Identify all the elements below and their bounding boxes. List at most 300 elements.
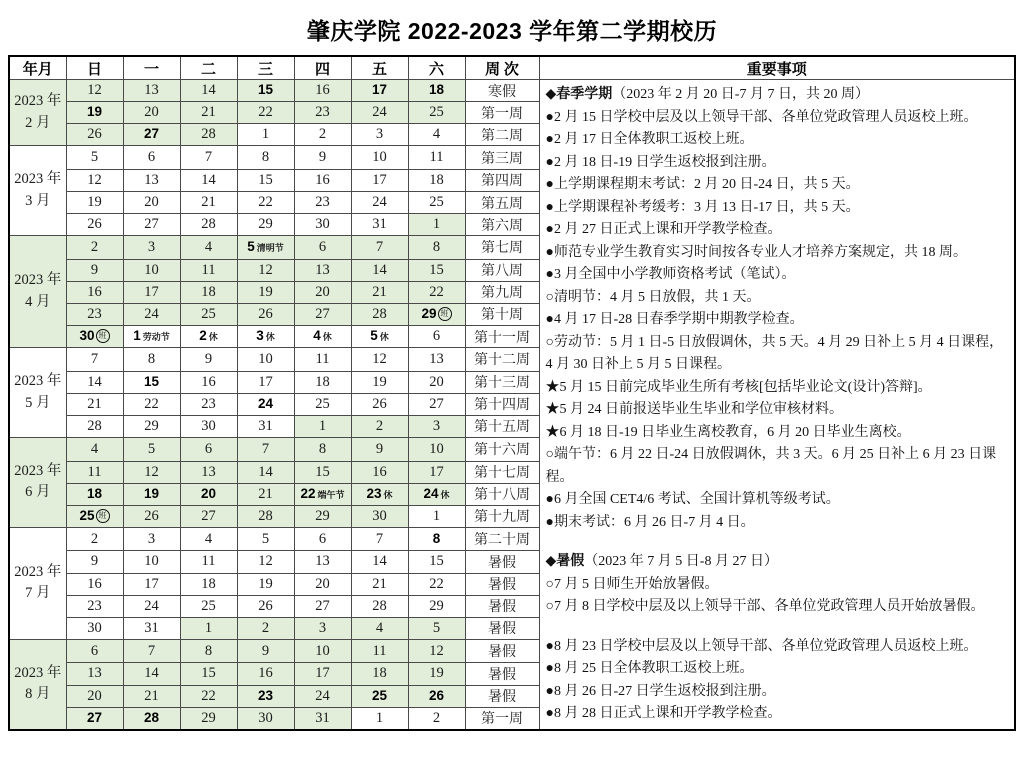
- day-number: 19: [429, 665, 444, 682]
- week-label-cell: 第二十周: [465, 527, 539, 551]
- day-cell: [123, 326, 180, 348]
- day-number: 1: [204, 619, 213, 636]
- day-cell: [351, 617, 408, 639]
- event-line: ●上学期课程补考缓考：3 月 13 日-17 日，共 5 天。: [545, 199, 860, 215]
- day-cell: [408, 639, 465, 663]
- day-number: 17: [372, 171, 387, 188]
- day-number: 8: [432, 530, 441, 546]
- day-cell: [237, 371, 294, 393]
- day-cell: [66, 505, 123, 527]
- week-label-cell: 第十四周: [465, 393, 539, 415]
- day-number: 21: [87, 395, 102, 412]
- day-number: 20: [315, 575, 330, 592]
- day-cell: [66, 617, 123, 639]
- day-number: 1: [375, 709, 384, 726]
- day-cell: [294, 236, 351, 260]
- day-number: 12: [372, 350, 387, 367]
- day-cell: [123, 371, 180, 393]
- day-cell: [66, 438, 123, 462]
- day-cell: [237, 617, 294, 639]
- day-number: 18: [201, 283, 216, 300]
- day-number: 10: [144, 261, 159, 278]
- day-number: 31: [372, 216, 387, 233]
- day-cell: [294, 527, 351, 551]
- col-header-week: 周 次: [465, 56, 539, 80]
- col-header-wed: 三: [237, 56, 294, 80]
- day-cell: [180, 259, 237, 281]
- day-cell: [66, 393, 123, 415]
- page-title: 肇庆学院 2022-2023 学年第二学期校历: [306, 18, 718, 44]
- day-cell: [180, 326, 237, 348]
- day-number: 8: [261, 149, 270, 166]
- day-number: 18: [428, 82, 445, 98]
- day-cell: [408, 80, 465, 102]
- event-line: ●8 月 26 日-27 日学生返校报到注册。: [545, 683, 776, 699]
- day-cell: [66, 146, 123, 170]
- day-number: 28: [201, 126, 216, 143]
- day-number: 25: [201, 597, 216, 614]
- day-number: 26: [428, 687, 445, 703]
- day-number: 21: [201, 104, 216, 121]
- day-cell: [408, 393, 465, 415]
- makeup-workday-icon: 班: [438, 307, 452, 321]
- day-number: 1: [133, 328, 141, 344]
- day-cell: [237, 685, 294, 707]
- day-number: 2: [90, 530, 99, 547]
- day-cell: [123, 214, 180, 236]
- day-cell: [180, 236, 237, 260]
- day-number: 22: [258, 104, 273, 121]
- day-number: 7: [90, 350, 99, 367]
- day-number: 17: [258, 373, 273, 390]
- week-label-cell: 第九周: [465, 281, 539, 303]
- day-cell: [408, 617, 465, 639]
- day-number: 3: [375, 126, 384, 143]
- day-cell: [351, 393, 408, 415]
- event-line: ○7 月 5 日师生开始放暑假。: [545, 576, 719, 592]
- day-cell: [180, 102, 237, 124]
- day-number: 4: [204, 238, 213, 255]
- day-cell: [294, 483, 351, 505]
- day-number: 23: [257, 687, 274, 703]
- month-label-cell: [9, 80, 66, 146]
- day-cell: [180, 393, 237, 415]
- col-header-sat: 六: [408, 56, 465, 80]
- day-number: 29: [144, 417, 159, 434]
- day-cell: [237, 415, 294, 437]
- day-cell: [237, 236, 294, 260]
- day-cell: [123, 461, 180, 483]
- day-cell: [180, 527, 237, 551]
- day-number: 25: [429, 104, 444, 121]
- day-number: 15: [201, 665, 216, 682]
- day-cell: [180, 639, 237, 663]
- day-cell: [66, 639, 123, 663]
- day-number: 6: [432, 328, 441, 345]
- day-cell: [294, 326, 351, 348]
- col-header-thu: 四: [294, 56, 351, 80]
- day-number: 23: [315, 194, 330, 211]
- day-number: 28: [87, 417, 102, 434]
- month-line: 3 月: [25, 192, 51, 209]
- holiday-tag: 休: [208, 332, 218, 343]
- day-cell: [123, 124, 180, 146]
- event-line: ○端午节：6 月 22 日-24 日放假调休，共 3 天。6 月 25 日补上 6 月 23 日课程。: [545, 447, 997, 485]
- day-number: 17: [371, 82, 388, 98]
- day-cell: [237, 707, 294, 730]
- day-number: 10: [258, 350, 273, 367]
- week-label-cell: 第十七周: [465, 461, 539, 483]
- day-number: 7: [261, 440, 270, 457]
- col-header-events: 重要事项: [539, 56, 1015, 80]
- day-number: 6: [318, 530, 327, 547]
- day-cell: [351, 191, 408, 213]
- day-number: 19: [143, 485, 160, 501]
- day-cell: [123, 393, 180, 415]
- day-cell: [66, 281, 123, 303]
- day-cell: [294, 281, 351, 303]
- day-number: 18: [315, 373, 330, 390]
- day-cell: [123, 438, 180, 462]
- day-number: 23: [201, 395, 216, 412]
- day-number: 8: [432, 238, 441, 255]
- day-cell: [351, 685, 408, 707]
- day-number: 5: [147, 440, 156, 457]
- day-cell: [408, 461, 465, 483]
- day-number: 16: [258, 665, 273, 682]
- day-cell: [351, 236, 408, 260]
- day-cell: [123, 483, 180, 505]
- day-cell: [123, 639, 180, 663]
- day-number: 18: [429, 171, 444, 188]
- day-number: 4: [90, 440, 99, 457]
- day-cell: [123, 281, 180, 303]
- day-cell: [237, 124, 294, 146]
- day-cell: [408, 685, 465, 707]
- day-number: 30: [372, 507, 387, 524]
- week-label-cell: 第六周: [465, 214, 539, 236]
- day-number: 2: [261, 619, 270, 636]
- day-number: 14: [144, 665, 159, 682]
- day-cell: [237, 639, 294, 663]
- day-number: 9: [90, 553, 99, 570]
- day-cell: [294, 393, 351, 415]
- day-number: 19: [258, 575, 273, 592]
- day-number: 10: [315, 642, 330, 659]
- day-number: 13: [144, 82, 159, 99]
- col-header-mon: 一: [123, 56, 180, 80]
- day-cell: [237, 663, 294, 685]
- holiday-tag: 休: [379, 332, 389, 343]
- day-cell: [294, 371, 351, 393]
- day-cell: [294, 80, 351, 102]
- day-number: 19: [372, 373, 387, 390]
- day-number: 4: [204, 530, 213, 547]
- day-number: 26: [87, 216, 102, 233]
- day-cell: [123, 102, 180, 124]
- day-number: 9: [90, 261, 99, 278]
- day-number: 29: [429, 597, 444, 614]
- day-number: 11: [201, 553, 216, 570]
- week-label-cell: 第七周: [465, 236, 539, 260]
- day-cell: [351, 505, 408, 527]
- month-label-cell: [9, 236, 66, 348]
- day-number: 18: [372, 665, 387, 682]
- day-number: 17: [144, 283, 159, 300]
- calendar-row: [9, 80, 1015, 102]
- day-number: 1: [432, 216, 441, 233]
- day-number: 28: [372, 597, 387, 614]
- day-cell: [180, 505, 237, 527]
- week-label-cell: 暑假: [465, 663, 539, 685]
- day-cell: [294, 259, 351, 281]
- makeup-workday-icon: 班: [96, 509, 110, 523]
- day-number: 20: [315, 283, 330, 300]
- holiday-tag: 休: [322, 332, 332, 343]
- day-number: 15: [258, 171, 273, 188]
- day-number: 4: [313, 328, 321, 344]
- day-number: 12: [429, 642, 444, 659]
- day-number: 23: [87, 597, 102, 614]
- makeup-workday-icon: 班: [96, 329, 110, 343]
- day-number: 24: [315, 687, 330, 704]
- day-cell: [294, 415, 351, 437]
- day-number: 13: [144, 171, 159, 188]
- day-cell: [237, 326, 294, 348]
- day-cell: [66, 169, 123, 191]
- day-number: 13: [315, 553, 330, 570]
- week-label-cell: 暑假: [465, 639, 539, 663]
- day-cell: [351, 146, 408, 170]
- day-number: 14: [372, 553, 387, 570]
- day-number: 3: [318, 619, 327, 636]
- col-header-tue: 二: [180, 56, 237, 80]
- day-number: 25: [429, 194, 444, 211]
- day-cell: [351, 707, 408, 730]
- month-label-cell: [9, 146, 66, 236]
- day-number: 24: [423, 485, 439, 501]
- day-cell: [408, 259, 465, 281]
- week-label-cell: 第八周: [465, 259, 539, 281]
- day-number: 16: [315, 82, 330, 99]
- day-cell: [66, 303, 123, 325]
- day-cell: [123, 191, 180, 213]
- day-cell: [294, 617, 351, 639]
- event-line: ●3 月全国中小学教师资格考试（笔试）。: [545, 267, 796, 282]
- day-cell: [408, 281, 465, 303]
- day-cell: [180, 461, 237, 483]
- day-cell: [66, 573, 123, 595]
- day-number: 28: [372, 305, 387, 322]
- day-cell: [180, 169, 237, 191]
- day-cell: [237, 573, 294, 595]
- day-number: 15: [429, 553, 444, 570]
- day-number: 11: [429, 149, 444, 166]
- day-number: 12: [144, 463, 159, 480]
- day-number: 8: [318, 440, 327, 457]
- day-number: 12: [258, 261, 273, 278]
- day-cell: [408, 438, 465, 462]
- day-cell: [408, 551, 465, 573]
- day-number: 2: [199, 328, 207, 344]
- day-number: 31: [315, 709, 330, 726]
- day-cell: [123, 527, 180, 551]
- day-number: 20: [87, 687, 102, 704]
- day-number: 28: [258, 507, 273, 524]
- day-number: 17: [144, 575, 159, 592]
- day-cell: [180, 595, 237, 617]
- day-cell: [351, 80, 408, 102]
- day-number: 29: [421, 305, 437, 321]
- month-line: 2 月: [25, 114, 51, 131]
- day-cell: [180, 415, 237, 437]
- day-cell: [180, 438, 237, 462]
- day-number: 25: [371, 687, 388, 703]
- day-cell: [351, 551, 408, 573]
- day-cell: [294, 461, 351, 483]
- week-label-cell: 第十三周: [465, 371, 539, 393]
- day-cell: [294, 438, 351, 462]
- day-cell: [123, 617, 180, 639]
- day-number: 16: [87, 283, 102, 300]
- day-number: 30: [201, 417, 216, 434]
- day-number: 12: [87, 171, 102, 188]
- day-number: 12: [258, 553, 273, 570]
- day-cell: [66, 259, 123, 281]
- event-section-title: 暑假: [556, 554, 585, 569]
- day-number: 18: [201, 575, 216, 592]
- day-cell: [180, 191, 237, 213]
- day-cell: [123, 80, 180, 102]
- event-line: ◆暑假（2023 年 7 月 5 日-8 月 27 日）: [545, 554, 778, 569]
- month-line: 4 月: [25, 293, 51, 310]
- day-number: 9: [375, 440, 384, 457]
- day-cell: [66, 124, 123, 146]
- week-label-cell: 第四周: [465, 169, 539, 191]
- day-number: 16: [315, 171, 330, 188]
- day-cell: [237, 214, 294, 236]
- day-cell: [180, 371, 237, 393]
- day-cell: [237, 595, 294, 617]
- day-cell: [180, 281, 237, 303]
- day-number: 15: [429, 261, 444, 278]
- day-cell: [294, 348, 351, 372]
- day-cell: [180, 214, 237, 236]
- day-cell: [408, 595, 465, 617]
- day-cell: [351, 348, 408, 372]
- day-number: 20: [144, 194, 159, 211]
- month-year-line: 2023 年: [14, 92, 62, 109]
- day-number: 24: [372, 104, 387, 121]
- day-number: 1: [318, 417, 327, 434]
- event-line: ★5 月 24 日前报送毕业生毕业和学位审核材料。: [545, 402, 843, 417]
- day-cell: [123, 169, 180, 191]
- day-cell: [66, 595, 123, 617]
- day-cell: [294, 124, 351, 146]
- week-label-cell: 第五周: [465, 191, 539, 213]
- day-cell: [123, 573, 180, 595]
- day-number: 2: [432, 709, 441, 726]
- day-number: 27: [143, 126, 160, 142]
- day-cell: [66, 707, 123, 730]
- day-cell: [351, 371, 408, 393]
- day-number: 22: [144, 395, 159, 412]
- day-cell: [351, 415, 408, 437]
- day-number: 19: [86, 104, 103, 120]
- day-number: 13: [429, 350, 444, 367]
- event-line: ★6 月 18 日-19 日毕业生离校教育，6 月 20 日毕业生离校。: [545, 424, 911, 440]
- day-number: 31: [258, 417, 273, 434]
- day-cell: [237, 146, 294, 170]
- day-number: 24: [257, 395, 274, 411]
- day-cell: [408, 707, 465, 730]
- day-cell: [408, 214, 465, 236]
- day-number: 11: [87, 463, 102, 480]
- day-number: 14: [201, 82, 216, 99]
- day-number: 13: [87, 665, 102, 682]
- week-label-cell: 第一周: [465, 707, 539, 730]
- day-number: 6: [318, 238, 327, 255]
- holiday-tag: 端午节: [317, 489, 345, 500]
- day-number: 27: [315, 597, 330, 614]
- month-line: 8 月: [25, 686, 51, 703]
- month-year-line: 2023 年: [14, 563, 62, 580]
- day-cell: [237, 505, 294, 527]
- month-label-cell: [9, 527, 66, 639]
- event-line: ●期末考试：6 月 26 日-7 月 4 日。: [545, 514, 755, 530]
- day-cell: [351, 461, 408, 483]
- day-cell: [408, 527, 465, 551]
- week-label-cell: 寒假: [465, 80, 539, 102]
- day-number: 29: [201, 709, 216, 726]
- day-cell: [66, 102, 123, 124]
- day-cell: [408, 191, 465, 213]
- day-cell: [294, 505, 351, 527]
- day-cell: [351, 663, 408, 685]
- event-line: ●2 月 17 日全体教职工返校上班。: [545, 132, 754, 147]
- day-number: 27: [429, 395, 444, 412]
- day-cell: [408, 573, 465, 595]
- day-cell: [66, 483, 123, 505]
- day-number: 24: [144, 305, 159, 322]
- day-cell: [408, 371, 465, 393]
- day-cell: [180, 617, 237, 639]
- day-number: 15: [143, 373, 160, 389]
- day-cell: [294, 663, 351, 685]
- week-label-cell: 第十六周: [465, 438, 539, 462]
- day-number: 1: [261, 126, 270, 143]
- day-cell: [180, 551, 237, 573]
- day-number: 21: [372, 283, 387, 300]
- month-year-line: 2023 年: [14, 462, 62, 479]
- day-cell: [180, 303, 237, 325]
- day-cell: [66, 191, 123, 213]
- day-number: 27: [144, 216, 159, 233]
- day-cell: [123, 707, 180, 730]
- day-cell: [123, 551, 180, 573]
- day-number: 23: [366, 485, 382, 501]
- day-cell: [294, 169, 351, 191]
- day-number: 18: [86, 485, 103, 501]
- day-number: 9: [204, 350, 213, 367]
- calendar-table: [8, 55, 1016, 731]
- day-cell: [408, 236, 465, 260]
- day-cell: [408, 124, 465, 146]
- day-cell: [294, 102, 351, 124]
- day-cell: [408, 169, 465, 191]
- day-cell: [408, 303, 465, 325]
- day-cell: [237, 102, 294, 124]
